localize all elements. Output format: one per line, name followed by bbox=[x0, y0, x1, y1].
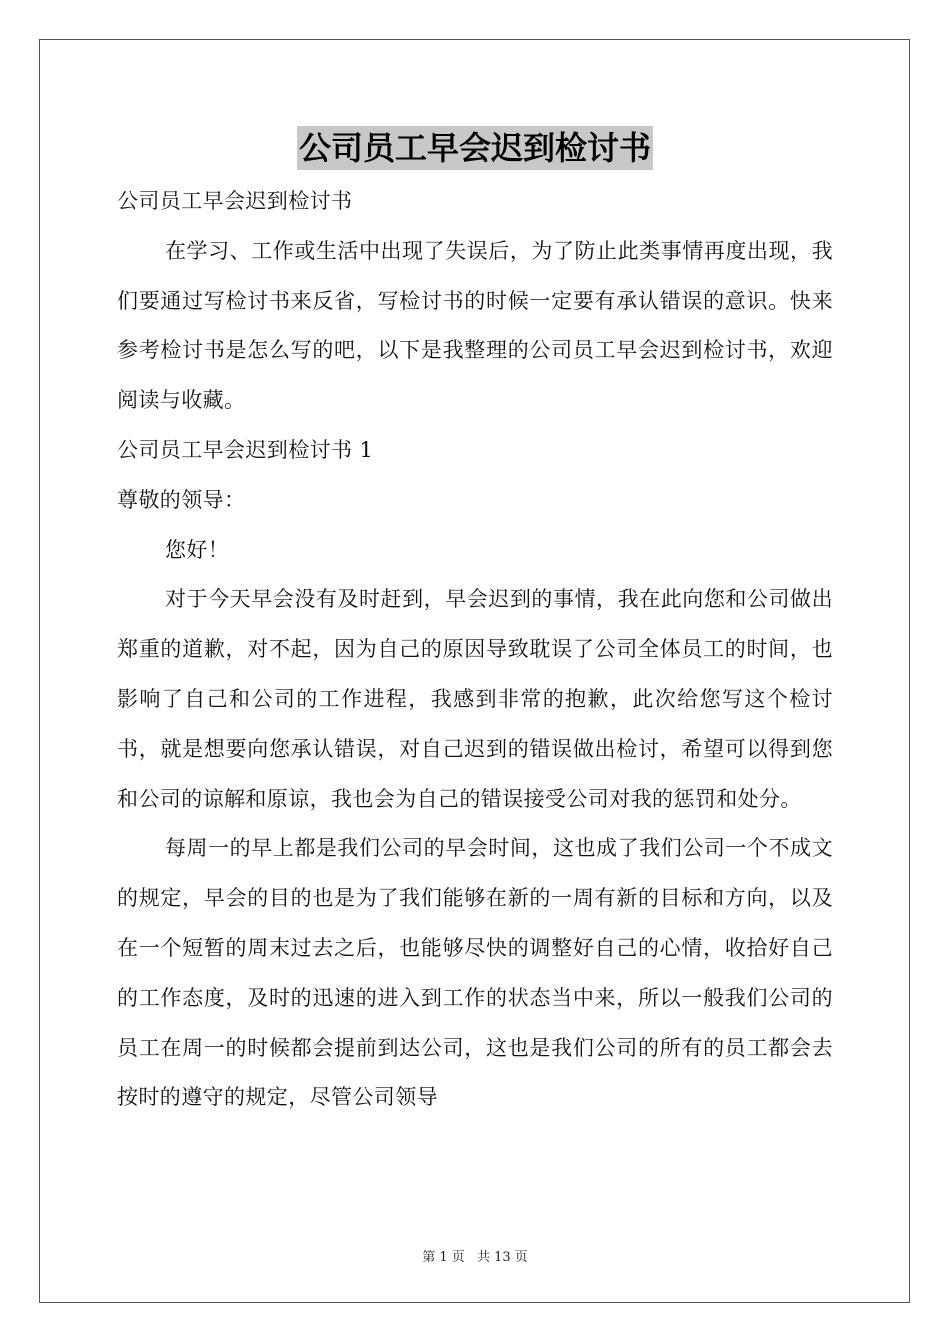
paragraph: 尊敬的领导： bbox=[117, 487, 246, 512]
paragraph: 在学习、工作或生活中出现了失误后，为了防止此类事情再度出现，我们要通过写检讨书来反省，写检讨书的时候一定要有承认错误的意识。快来参考检讨书是怎么写的吧，以下是我整理的公司员工早会迟到检讨书，欢迎阅读与收藏。 bbox=[117, 238, 833, 413]
page-total: 共 13 页 bbox=[476, 1250, 528, 1265]
document-body bbox=[117, 177, 833, 1123]
page-footer bbox=[0, 1246, 950, 1265]
paragraph: 公司员工早会迟到检讨书 bbox=[117, 189, 353, 213]
paragraph: 公司员工早会迟到检讨书 1 bbox=[117, 437, 374, 462]
paragraph: 对于今天早会没有及时赶到，早会迟到的事情，我在此向您和公司做出郑重的道歉，对不起，因为自己的原因导致耽误了公司全体员工的时间，也影响了自己和公司的工作进程，我感到非常的抱歉，此次给您写这个检讨书，就是想要向您承认错误，对自己迟到的错误做出检讨，希望可以得到您和公司的谅解和原谅，我也会为自己的错误接受公司对我的惩罚和处分。 bbox=[117, 587, 833, 811]
document-title: 公司员工早会迟到检讨书 bbox=[297, 126, 653, 170]
paragraph: 每周一的早上都是我们公司的早会时间，这也成了我们公司一个不成文的规定，早会的目的也是为了我们能够在新的一周有新的目标和方向，以及在一个短暂的周末过去之后，也能够尽快的调整好自己的心情，收拾好自己的工作态度，及时的迅速的进入到工作的状态当中来，所以一般我们公司的员工在周一的时候都会提前到达公司，这也是我们公司的所有的员工都会去按时的遵守的规定，尽管公司领导 bbox=[117, 836, 833, 1110]
paragraph: 您好！ bbox=[165, 537, 230, 562]
page-number: 第 1 页 bbox=[422, 1250, 465, 1265]
title-container bbox=[0, 126, 950, 170]
